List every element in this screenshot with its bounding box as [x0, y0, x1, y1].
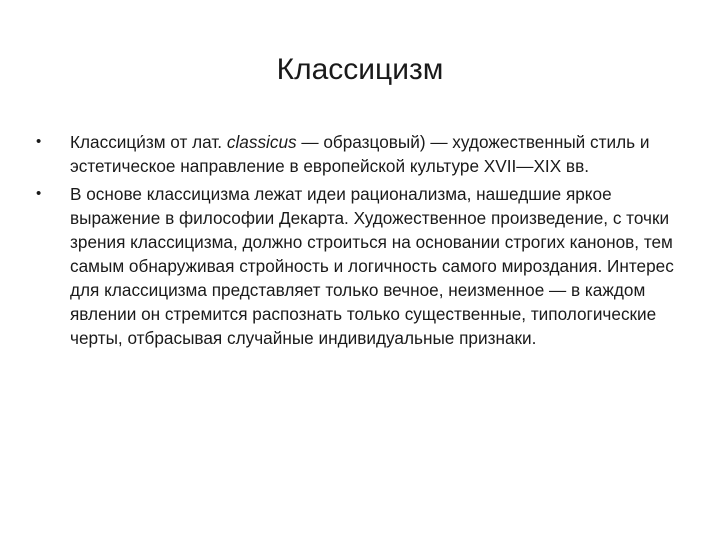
- latin-word: classicus: [226, 132, 297, 152]
- rationalism-text: В основе классицизма лежат идеи рационализма, нашедшие яркое выражение в философии Декарта. Художественное произведение, с точки зрения классицизма, должно строиться на основании строгих канонов, тем самым обнаруживая стройность и логичность самого мироздания. Интерес для классицизма представляет только вечное, неизменное — в каждом явлении он стремится распознать только существенные, типологические черты, отбрасывая случайные индивидуальные признаки.: [70, 184, 674, 348]
- bullet-item-definition: [36, 130, 676, 178]
- term-classicism: Классици́зм: [70, 132, 166, 152]
- bullet-icon: •: [36, 133, 42, 150]
- bullet-icon: •: [36, 185, 42, 202]
- bullet-list: [36, 130, 676, 354]
- definition-text-part1: от лат.: [165, 132, 227, 152]
- definition-text-part2: — образцовый) — художественный стиль и эстетическое направление в европейской культуре XVII—XIX вв.: [70, 132, 650, 176]
- slide-title: Классицизм: [276, 53, 444, 86]
- bullet-item-rationalism: [36, 182, 676, 350]
